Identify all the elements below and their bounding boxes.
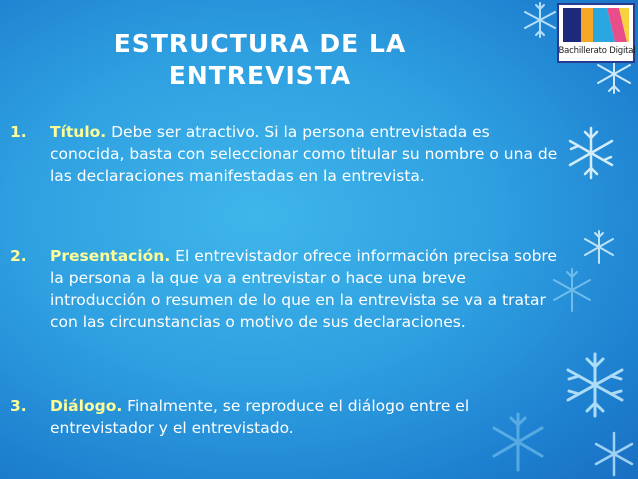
item-number: 1. (10, 123, 27, 141)
item-body (50, 121, 565, 187)
item-body (50, 245, 565, 333)
item-text: Debe ser atractivo. Si la persona entrevistada es conocida, basta con seleccionar como titular su nombre o una de las declaraciones manifestadas en la entrevista. (50, 123, 558, 185)
title-line-2: ENTREVISTA (168, 61, 352, 90)
item-text: Finalmente, se reproduce el diálogo entre el entrevistador y el entrevistado. (50, 397, 470, 437)
item-term: Diálogo. (50, 397, 123, 415)
title-line-1: ESTRUCTURA DE LA (113, 29, 407, 58)
snowflake-icon (580, 228, 618, 266)
snowflake-icon (520, 0, 560, 40)
item-term: Presentación. (50, 247, 171, 265)
snowflake-icon (560, 350, 630, 420)
snowflake-icon (563, 125, 619, 181)
logo-label: Bachillerato Digital (558, 46, 636, 56)
item-body (50, 395, 565, 439)
list-item (10, 121, 565, 187)
snowflake-icon (590, 430, 638, 478)
item-text: El entrevistador ofrece información precisa sobre la persona a la que va a entrevistar o hace una breve introducción o resumen de lo que en la entrevista se va a tratar con las circunstancias o motivo de sus declaraciones. (50, 247, 557, 331)
item-term: Título. (50, 123, 107, 141)
item-number: 3. (10, 397, 27, 415)
item-number: 2. (10, 247, 27, 265)
list-item (10, 245, 565, 333)
list-item (10, 395, 565, 439)
slide-title (60, 28, 460, 92)
